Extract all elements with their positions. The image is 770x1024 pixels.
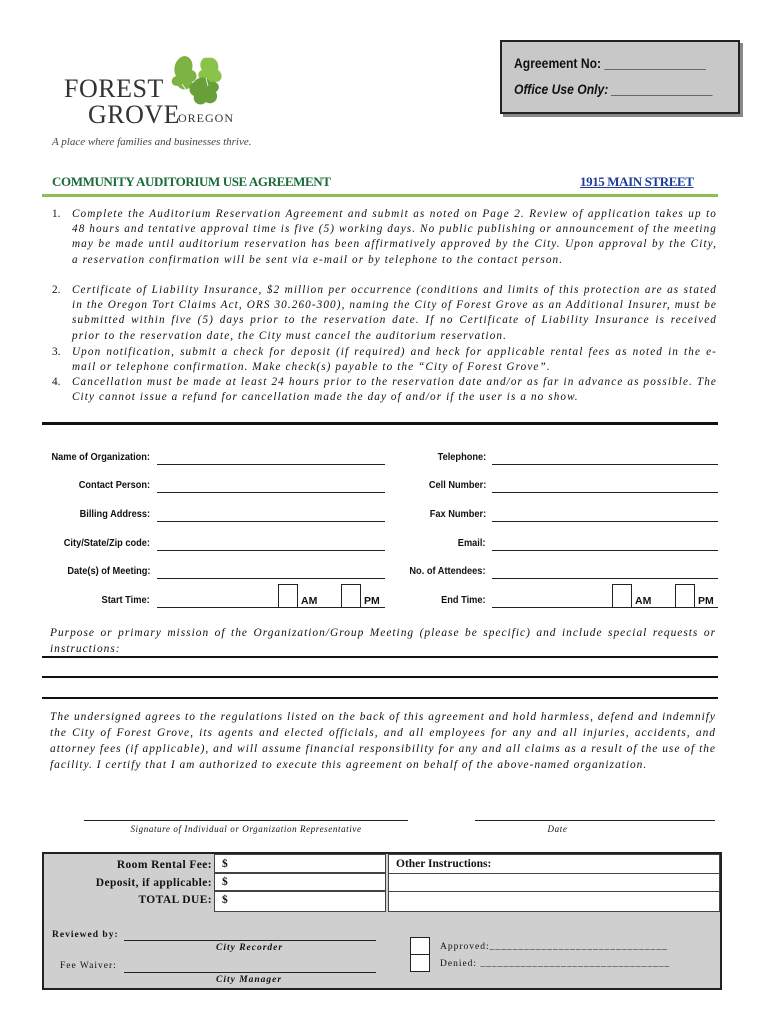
- room-rental-amount[interactable]: [214, 854, 386, 873]
- approved-label: Approved:_______________________________: [440, 942, 668, 952]
- other-instructions-rule: [388, 873, 720, 874]
- deposit-label: Deposit, if applicable:: [95, 877, 212, 889]
- logo-oregon-text: OREGON: [178, 111, 234, 125]
- start-pm-checkbox[interactable]: [341, 584, 361, 608]
- telephone-label: Telephone:: [437, 451, 486, 463]
- end-pm-checkbox[interactable]: [675, 584, 695, 608]
- instruction-number: 2.: [52, 284, 61, 296]
- start-am-checkbox[interactable]: [278, 584, 298, 608]
- end-pm-label: PM: [698, 595, 714, 607]
- deposit-amount[interactable]: [214, 873, 386, 891]
- instruction-number: 3.: [52, 346, 61, 358]
- telephone-field[interactable]: [492, 464, 718, 465]
- instructions-divider: [42, 422, 718, 425]
- email-label: Email:: [458, 537, 486, 549]
- instruction-text: Upon notification, submit a check for deposit (if required) and heck for applicable rental fees as noted in the e-mail or telephone confirmation. Make check(s) payable to the “City of Forest Grove”.: [72, 346, 717, 374]
- office-use-label: Office Use Only: _______________: [514, 82, 714, 97]
- room-rental-label: Room Rental Fee:: [116, 859, 212, 871]
- logo-forest-text: FOREST: [64, 74, 164, 103]
- city-manager-label: City Manager: [216, 975, 283, 985]
- total-due-amount[interactable]: [214, 891, 386, 912]
- agreement-no-label: Agreement No: _______________: [514, 56, 706, 71]
- end-am-checkbox[interactable]: [612, 584, 632, 608]
- city-logo: [56, 46, 256, 131]
- no-of-attendees-label: No. of Attendees:: [409, 565, 486, 577]
- other-instructions-label: Other Instructions:: [396, 858, 492, 870]
- denied-checkbox[interactable]: [410, 954, 430, 972]
- contact-person-field[interactable]: [157, 492, 385, 493]
- city-state-zip-field[interactable]: [157, 550, 385, 551]
- dates-of-meeting-label: Date(s) of Meeting:: [66, 565, 150, 577]
- fee-table: [42, 852, 722, 990]
- instruction-text: Certificate of Liability Insurance, $2 million per occurrence (conditions and limits of this protection are as stated in the Oregon Tort Claims Act, ORS 30.260-300), naming the City of Forest Grove as an Additional Insurer, must be submitted within five (5) days prior to the reservation date. If no Certificate of Liability Insurance is received prior to the reservation date, the City must cancel the auditorium reservation.: [72, 284, 717, 342]
- city-recorder-label: City Recorder: [216, 943, 284, 953]
- other-instructions-rule: [388, 891, 720, 892]
- date-label: Date: [547, 824, 568, 834]
- agreement-number-box: [500, 40, 740, 114]
- fee-waiver-field[interactable]: [124, 972, 376, 973]
- no-of-attendees-field[interactable]: [492, 578, 718, 579]
- cell-number-field[interactable]: [492, 492, 718, 493]
- instruction-text: Complete the Auditorium Reservation Agreement and submit as noted on Page 2. Review of application takes up to 48 hours and tentative approval time is five (5) working days. No public publishing or announcement of the meeting may be made until auditorium reservation has been affirmatively approved by the City. Upon approval by the City, a reservation confirmation will be sent via e-mail or by telephone to the contact person.: [72, 208, 717, 266]
- logo-grove-text: GROVE: [88, 100, 181, 129]
- oak-leaves-icon: [164, 50, 234, 112]
- instruction-number: 1.: [52, 208, 61, 220]
- start-time-label: Start Time:: [101, 594, 150, 606]
- room-rental-dollar: $: [222, 858, 228, 870]
- purpose-line-2[interactable]: [42, 676, 718, 678]
- purpose-line-1[interactable]: [42, 656, 718, 658]
- dates-of-meeting-field[interactable]: [157, 578, 385, 579]
- fax-number-label: Fax Number:: [429, 508, 486, 520]
- end-am-label: AM: [635, 595, 652, 607]
- reviewed-by-label: Reviewed by:: [52, 930, 119, 940]
- start-am-label: AM: [301, 595, 318, 607]
- billing-address-field[interactable]: [157, 521, 385, 522]
- heading-divider: [42, 194, 718, 197]
- agreement-text: The undersigned agrees to the regulations listed on the back of this agreement and hold harmless, defend and indemnify the City of Forest Grove, its agents and elected officials, and all employees for any and all injuries, accidents, and attorney fees (if applicable), and will assume financial responsibility for any and all claims as a result of the use of the facility. I certify that I am authorized to execute this agreement on behalf of the above-named organization.: [50, 711, 716, 771]
- fax-number-field[interactable]: [492, 521, 718, 522]
- tagline: A place where families and businesses thrive.: [52, 136, 252, 148]
- deposit-dollar: $: [222, 876, 228, 888]
- facility-address: 1915 MAIN STREET: [580, 174, 694, 189]
- cell-number-label: Cell Number:: [428, 479, 486, 491]
- instructions-list: [52, 207, 717, 422]
- approved-checkbox[interactable]: [410, 937, 430, 955]
- end-time-label: End Time:: [441, 594, 486, 606]
- date-field[interactable]: [475, 820, 715, 821]
- instruction-text: Cancellation must be made at least 24 hours prior to the reservation date and/or as far in advance as possible. The City cannot issue a refund for cancellation made the day of and/or if the user is a no show.: [72, 376, 717, 404]
- name-of-organization-field[interactable]: [157, 464, 385, 465]
- total-dollar: $: [222, 894, 228, 906]
- denied-label: Denied: _________________________________: [440, 959, 671, 969]
- name-of-organization-label: Name of Organization:: [51, 451, 150, 463]
- signature-field[interactable]: [84, 820, 408, 821]
- purpose-line-3[interactable]: [42, 697, 718, 699]
- city-state-zip-label: City/State/Zip code:: [63, 537, 150, 549]
- email-field[interactable]: [492, 550, 718, 551]
- fee-waiver-label: Fee Waiver:: [60, 961, 117, 971]
- signature-label: Signature of Individual or Organization Representative: [130, 824, 362, 834]
- instruction-number: 4.: [52, 376, 61, 388]
- billing-address-label: Billing Address:: [79, 508, 150, 520]
- reviewed-by-field[interactable]: [124, 940, 376, 941]
- total-due-label: TOTAL DUE:: [138, 894, 212, 906]
- page-title: COMMUNITY AUDITORIUM USE AGREEMENT: [52, 174, 331, 189]
- purpose-prompt: Purpose or primary mission of the Organization/Group Meeting (please be specific) and include special requests or instructions:: [50, 627, 716, 655]
- contact-person-label: Contact Person:: [78, 479, 150, 491]
- start-pm-label: PM: [364, 595, 380, 607]
